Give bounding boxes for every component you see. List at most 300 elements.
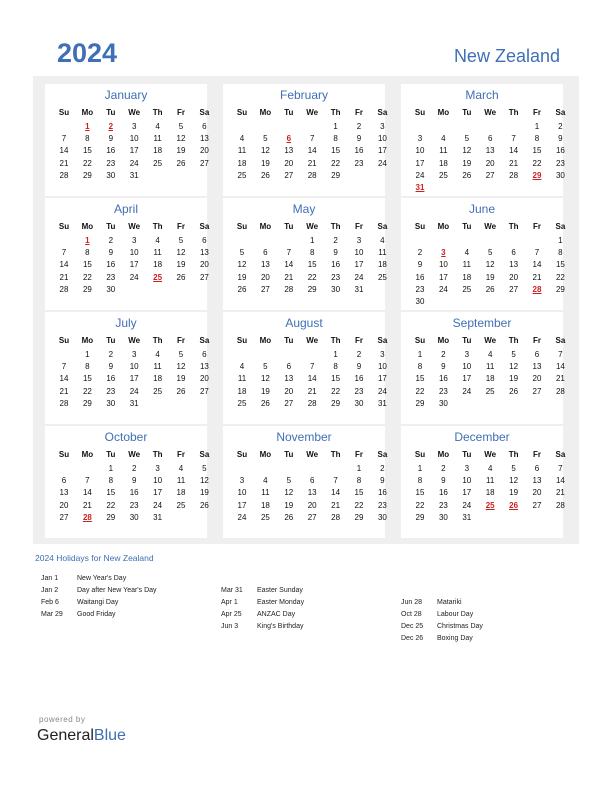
day-cell: 25 bbox=[153, 158, 163, 168]
day-cell: 25 bbox=[438, 170, 448, 180]
day-cell: 19 bbox=[237, 272, 247, 282]
holiday-name: Waitangi Day bbox=[77, 599, 119, 606]
day-cell: 10 bbox=[153, 476, 163, 486]
day-cell: 11 bbox=[439, 146, 448, 156]
day-cell: 16 bbox=[377, 488, 387, 498]
day-cell: 17 bbox=[415, 158, 425, 168]
day-cell: 16 bbox=[438, 488, 448, 498]
weekday-header: We bbox=[306, 222, 319, 231]
day-cell: 28 bbox=[59, 284, 69, 294]
day-cell: 23 bbox=[106, 386, 116, 396]
day-cell: 20 bbox=[260, 272, 270, 282]
day-cell: 9 bbox=[441, 476, 446, 486]
weekday-header: Tu bbox=[284, 108, 294, 117]
day-cell: 16 bbox=[106, 260, 116, 270]
weekday-header: Sa bbox=[377, 222, 388, 231]
holiday-day-cell: 28 bbox=[532, 284, 542, 294]
country-title: New Zealand bbox=[453, 46, 560, 66]
weekday-header: We bbox=[484, 450, 497, 459]
day-cell: 22 bbox=[82, 158, 92, 168]
day-cell: 23 bbox=[377, 500, 387, 510]
day-cell: 9 bbox=[131, 476, 137, 486]
holiday-day-cell: 6 bbox=[286, 134, 292, 144]
day-cell: 5 bbox=[202, 464, 207, 473]
day-cell: 28 bbox=[331, 512, 341, 522]
day-cell: 24 bbox=[462, 386, 472, 396]
day-cell: 10 bbox=[354, 248, 364, 258]
weekday-header: Fr bbox=[533, 336, 541, 345]
day-cell: 20 bbox=[199, 374, 209, 384]
day-cell: 9 bbox=[356, 362, 362, 372]
day-cell: 18 bbox=[438, 158, 448, 168]
day-cell: 3 bbox=[239, 476, 245, 486]
day-cell: 23 bbox=[438, 500, 448, 510]
day-cell: 4 bbox=[155, 236, 160, 245]
day-cell: 4 bbox=[239, 134, 245, 144]
holiday-name: ANZAC Day bbox=[257, 611, 296, 618]
holiday-name: Good Friday bbox=[77, 611, 116, 618]
day-cell: 30 bbox=[106, 170, 116, 180]
day-cell: 12 bbox=[509, 476, 519, 486]
day-cell: 13 bbox=[59, 488, 69, 498]
day-cell: 22 bbox=[354, 500, 364, 510]
day-cell: 14 bbox=[555, 476, 565, 486]
day-cell: 13 bbox=[284, 146, 294, 156]
weekday-header: Th bbox=[152, 336, 163, 345]
month-name: June bbox=[468, 202, 496, 216]
weekday-header: Th bbox=[152, 108, 163, 117]
day-cell: 2 bbox=[356, 122, 362, 131]
day-cell: 30 bbox=[438, 512, 448, 522]
weekday-header: We bbox=[306, 108, 319, 117]
day-cell: 14 bbox=[59, 260, 69, 270]
day-cell: 7 bbox=[534, 248, 540, 258]
weekday-header: Mo bbox=[437, 450, 450, 459]
day-cell: 15 bbox=[82, 146, 92, 156]
weekday-header: Th bbox=[152, 222, 163, 231]
weekday-header: Sa bbox=[377, 336, 388, 345]
day-cell: 27 bbox=[199, 272, 209, 282]
weekday-header: Tu bbox=[106, 222, 116, 231]
day-cell: 1 bbox=[333, 350, 338, 359]
day-cell: 4 bbox=[178, 464, 184, 473]
day-cell: 12 bbox=[284, 488, 294, 498]
month-name: December bbox=[454, 430, 510, 444]
month-9 bbox=[45, 426, 210, 538]
day-cell: 27 bbox=[199, 158, 209, 168]
day-cell: 26 bbox=[509, 386, 519, 396]
weekday-header: Su bbox=[236, 450, 248, 459]
weekday-header: Su bbox=[58, 108, 70, 117]
month-3 bbox=[45, 198, 210, 310]
day-cell: 14 bbox=[284, 260, 294, 270]
weekday-header: Su bbox=[414, 108, 426, 117]
day-cell: 13 bbox=[260, 260, 270, 270]
month-name: August bbox=[285, 316, 323, 330]
month-1 bbox=[223, 84, 388, 196]
weekday-header: We bbox=[484, 108, 497, 117]
day-cell: 27 bbox=[260, 284, 270, 294]
day-cell: 6 bbox=[487, 134, 493, 144]
day-cell: 25 bbox=[237, 398, 247, 408]
holiday-name: New Year's Day bbox=[77, 575, 127, 582]
month-name: October bbox=[104, 430, 148, 444]
day-cell: 31 bbox=[153, 512, 163, 522]
day-cell: 12 bbox=[237, 260, 247, 270]
day-cell: 27 bbox=[532, 386, 542, 396]
day-cell: 24 bbox=[354, 272, 364, 282]
day-cell: 14 bbox=[307, 146, 317, 156]
day-cell: 7 bbox=[61, 248, 67, 258]
weekday-header: Tu bbox=[462, 222, 472, 231]
month-10 bbox=[223, 426, 388, 538]
weekday-header: Fr bbox=[177, 222, 185, 231]
weekday-header: Mo bbox=[437, 222, 450, 231]
day-cell: 6 bbox=[263, 248, 268, 258]
weekday-header: Sa bbox=[377, 450, 388, 459]
weekday-header: Mo bbox=[259, 222, 272, 231]
weekday-header: Tu bbox=[106, 336, 116, 345]
day-cell: 14 bbox=[59, 374, 69, 384]
day-cell: 29 bbox=[331, 170, 341, 180]
day-cell: 14 bbox=[82, 488, 92, 498]
weekday-header: Mo bbox=[81, 108, 94, 117]
day-cell: 14 bbox=[532, 260, 542, 270]
holiday-name: Easter Monday bbox=[257, 599, 305, 606]
day-cell: 10 bbox=[438, 260, 448, 270]
weekday-header: Th bbox=[508, 450, 519, 459]
weekday-header: Su bbox=[236, 336, 248, 345]
day-cell: 23 bbox=[106, 158, 116, 168]
day-cell: 30 bbox=[129, 512, 139, 522]
holiday-date: Jan 2 bbox=[41, 587, 59, 594]
weekday-header: Fr bbox=[355, 108, 363, 117]
day-cell: 19 bbox=[509, 374, 519, 384]
day-cell: 16 bbox=[438, 374, 448, 384]
day-cell: 6 bbox=[534, 464, 540, 473]
holiday-date: Jun 3 bbox=[221, 623, 239, 630]
holiday-date: Mar 29 bbox=[41, 611, 63, 618]
day-cell: 2 bbox=[108, 350, 114, 359]
day-cell: 6 bbox=[286, 362, 292, 372]
day-cell: 20 bbox=[59, 500, 69, 510]
day-cell: 15 bbox=[415, 488, 425, 498]
day-cell: 31 bbox=[354, 284, 364, 294]
day-cell: 19 bbox=[199, 488, 209, 498]
day-cell: 7 bbox=[558, 464, 563, 473]
weekday-header: Mo bbox=[259, 450, 272, 459]
holiday-date: Dec 26 bbox=[401, 635, 424, 642]
day-cell: 8 bbox=[356, 476, 362, 486]
day-cell: 27 bbox=[199, 386, 209, 396]
day-cell: 7 bbox=[85, 476, 90, 486]
weekday-header: We bbox=[484, 336, 497, 345]
day-cell: 19 bbox=[284, 500, 294, 510]
month-6 bbox=[45, 312, 210, 424]
weekday-header: Sa bbox=[199, 336, 210, 345]
day-cell: 13 bbox=[199, 362, 209, 372]
day-cell: 22 bbox=[415, 386, 425, 396]
holiday-name: Labour Day bbox=[437, 611, 474, 618]
weekday-header: Sa bbox=[377, 108, 388, 117]
day-cell: 10 bbox=[462, 476, 472, 486]
month-8 bbox=[401, 312, 566, 424]
day-cell: 9 bbox=[417, 260, 423, 270]
day-cell: 28 bbox=[284, 284, 294, 294]
day-cell: 13 bbox=[532, 362, 542, 372]
day-cell: 7 bbox=[309, 134, 315, 144]
day-cell: 18 bbox=[237, 386, 247, 396]
day-cell: 2 bbox=[558, 122, 563, 131]
day-cell: 25 bbox=[176, 500, 186, 510]
day-cell: 21 bbox=[59, 158, 69, 168]
holiday-day-cell: 1 bbox=[85, 122, 90, 131]
day-cell: 5 bbox=[178, 122, 184, 131]
day-cell: 26 bbox=[284, 512, 294, 522]
day-cell: 30 bbox=[106, 284, 116, 294]
day-cell: 19 bbox=[462, 158, 472, 168]
day-cell: 22 bbox=[532, 158, 542, 168]
day-cell: 3 bbox=[417, 134, 423, 144]
weekday-header: We bbox=[128, 108, 141, 117]
day-cell: 25 bbox=[153, 386, 163, 396]
day-cell: 15 bbox=[82, 260, 92, 270]
holiday-name: Matariki bbox=[437, 599, 462, 606]
weekday-header: Fr bbox=[177, 336, 185, 345]
day-cell: 4 bbox=[487, 350, 493, 359]
weekday-header: Mo bbox=[81, 336, 94, 345]
day-cell: 7 bbox=[558, 350, 563, 359]
weekday-header: Mo bbox=[81, 450, 94, 459]
holiday-day-cell: 29 bbox=[532, 170, 542, 180]
day-cell: 23 bbox=[331, 272, 341, 282]
day-cell: 3 bbox=[464, 350, 470, 359]
day-cell: 25 bbox=[237, 170, 247, 180]
day-cell: 5 bbox=[263, 134, 268, 144]
day-cell: 11 bbox=[486, 476, 495, 486]
day-cell: 15 bbox=[415, 374, 425, 384]
day-cell: 18 bbox=[153, 146, 163, 156]
day-cell: 6 bbox=[202, 122, 207, 131]
holiday-name: Christmas Day bbox=[437, 623, 483, 630]
day-cell: 23 bbox=[129, 500, 139, 510]
holiday-date: Mar 31 bbox=[221, 587, 243, 594]
day-cell: 10 bbox=[377, 134, 387, 144]
generalblue-logo bbox=[37, 727, 126, 745]
day-cell: 18 bbox=[485, 488, 495, 498]
day-cell: 2 bbox=[417, 248, 423, 258]
day-cell: 23 bbox=[415, 284, 425, 294]
holiday-day-cell: 3 bbox=[441, 248, 446, 258]
day-cell: 3 bbox=[131, 236, 137, 245]
day-cell: 18 bbox=[153, 374, 163, 384]
day-cell: 5 bbox=[511, 350, 516, 359]
day-cell: 13 bbox=[199, 134, 209, 144]
day-cell: 4 bbox=[464, 248, 470, 258]
day-cell: 8 bbox=[534, 134, 540, 144]
day-cell: 15 bbox=[331, 374, 341, 384]
day-cell: 1 bbox=[108, 464, 114, 473]
holiday-name: Easter Sunday bbox=[257, 587, 303, 594]
day-cell: 13 bbox=[307, 488, 317, 498]
day-cell: 5 bbox=[286, 476, 292, 486]
day-cell: 9 bbox=[108, 134, 114, 144]
day-cell: 22 bbox=[555, 272, 565, 282]
day-cell: 17 bbox=[462, 374, 472, 384]
day-cell: 8 bbox=[417, 476, 423, 486]
weekday-header: Tu bbox=[106, 108, 116, 117]
day-cell: 8 bbox=[108, 476, 114, 486]
day-cell: 7 bbox=[511, 134, 516, 144]
holiday-date: Jun 28 bbox=[401, 599, 423, 606]
day-cell: 25 bbox=[260, 512, 270, 522]
day-cell: 8 bbox=[85, 362, 90, 372]
day-cell: 9 bbox=[558, 134, 563, 144]
day-cell: 19 bbox=[260, 158, 270, 168]
day-cell: 24 bbox=[377, 158, 387, 168]
holiday-name: King's Birthday bbox=[257, 623, 304, 630]
day-cell: 7 bbox=[286, 248, 292, 258]
holiday-name: Day after New Year's Day bbox=[77, 587, 157, 594]
day-cell: 5 bbox=[178, 236, 184, 245]
day-cell: 3 bbox=[155, 464, 160, 473]
day-cell: 2 bbox=[131, 464, 137, 473]
calendar-panel bbox=[33, 76, 579, 544]
day-cell: 8 bbox=[417, 362, 423, 372]
day-cell: 17 bbox=[129, 146, 139, 156]
day-cell: 6 bbox=[202, 236, 207, 245]
day-cell: 23 bbox=[354, 158, 364, 168]
day-cell: 21 bbox=[555, 374, 565, 384]
day-cell: 8 bbox=[558, 248, 563, 258]
weekday-header: Tu bbox=[284, 336, 294, 345]
weekday-header: We bbox=[128, 450, 141, 459]
day-cell: 27 bbox=[284, 398, 294, 408]
day-cell: 10 bbox=[237, 488, 247, 498]
day-cell: 23 bbox=[438, 386, 448, 396]
day-cell: 5 bbox=[464, 134, 470, 144]
day-cell: 28 bbox=[555, 386, 565, 396]
day-cell: 16 bbox=[415, 272, 425, 282]
day-cell: 12 bbox=[485, 260, 495, 270]
day-cell: 17 bbox=[153, 488, 163, 498]
day-cell: 10 bbox=[415, 146, 425, 156]
month-0 bbox=[45, 84, 210, 196]
day-cell: 4 bbox=[155, 122, 160, 131]
day-cell: 6 bbox=[309, 476, 315, 486]
holiday-date: Oct 28 bbox=[401, 611, 422, 618]
month-name: July bbox=[115, 316, 137, 330]
weekday-header: Tu bbox=[462, 336, 472, 345]
day-cell: 1 bbox=[333, 122, 338, 131]
day-cell: 24 bbox=[415, 170, 425, 180]
day-cell: 29 bbox=[415, 512, 425, 522]
day-cell: 4 bbox=[380, 236, 385, 245]
day-cell: 27 bbox=[59, 512, 69, 522]
holiday-name: Boxing Day bbox=[437, 635, 473, 642]
weekday-header: Tu bbox=[284, 222, 294, 231]
day-cell: 11 bbox=[261, 488, 270, 498]
weekday-header: Sa bbox=[199, 108, 210, 117]
day-cell: 1 bbox=[417, 464, 423, 473]
day-cell: 18 bbox=[153, 260, 163, 270]
day-cell: 2 bbox=[380, 464, 385, 473]
day-cell: 1 bbox=[534, 122, 540, 131]
day-cell: 24 bbox=[129, 158, 139, 168]
day-cell: 10 bbox=[129, 134, 139, 144]
day-cell: 11 bbox=[153, 362, 162, 372]
day-cell: 26 bbox=[199, 500, 209, 510]
day-cell: 6 bbox=[511, 248, 516, 258]
day-cell: 24 bbox=[129, 272, 139, 282]
weekday-header: Th bbox=[508, 108, 519, 117]
weekday-header: Sa bbox=[555, 336, 566, 345]
day-cell: 30 bbox=[331, 284, 341, 294]
day-cell: 15 bbox=[331, 146, 341, 156]
day-cell: 3 bbox=[356, 236, 362, 245]
day-cell: 28 bbox=[307, 170, 317, 180]
day-cell: 5 bbox=[178, 350, 184, 359]
day-cell: 17 bbox=[129, 374, 139, 384]
day-cell: 18 bbox=[237, 158, 247, 168]
day-cell: 9 bbox=[108, 248, 114, 258]
day-cell: 27 bbox=[485, 170, 495, 180]
day-cell: 3 bbox=[131, 350, 137, 359]
month-2 bbox=[401, 84, 566, 196]
weekday-header: Tu bbox=[462, 450, 472, 459]
day-cell: 4 bbox=[155, 350, 160, 359]
day-cell: 22 bbox=[307, 272, 317, 282]
day-cell: 30 bbox=[106, 398, 116, 408]
logo-general: General bbox=[37, 727, 94, 744]
day-cell: 12 bbox=[509, 362, 519, 372]
day-cell: 17 bbox=[462, 488, 472, 498]
day-cell: 27 bbox=[284, 170, 294, 180]
day-cell: 26 bbox=[260, 170, 270, 180]
day-cell: 12 bbox=[260, 146, 270, 156]
day-cell: 29 bbox=[555, 284, 565, 294]
weekday-header: Th bbox=[152, 450, 163, 459]
day-cell: 1 bbox=[309, 236, 315, 245]
day-cell: 15 bbox=[82, 374, 92, 384]
weekday-header: Mo bbox=[259, 108, 272, 117]
day-cell: 28 bbox=[59, 398, 69, 408]
month-name: March bbox=[465, 88, 499, 102]
weekday-header: Su bbox=[414, 222, 426, 231]
weekday-header: Sa bbox=[199, 450, 210, 459]
day-cell: 4 bbox=[239, 362, 245, 372]
day-cell: 11 bbox=[378, 248, 387, 258]
weekday-header: Fr bbox=[177, 108, 185, 117]
day-cell: 20 bbox=[284, 386, 294, 396]
day-cell: 29 bbox=[82, 284, 92, 294]
month-name: November bbox=[276, 430, 332, 444]
month-name: September bbox=[452, 316, 512, 330]
day-cell: 29 bbox=[331, 398, 341, 408]
day-cell: 11 bbox=[462, 260, 471, 270]
day-cell: 29 bbox=[82, 398, 92, 408]
weekday-header: Sa bbox=[555, 222, 566, 231]
day-cell: 21 bbox=[331, 500, 341, 510]
day-cell: 3 bbox=[464, 464, 470, 473]
day-cell: 29 bbox=[307, 284, 317, 294]
holiday-day-cell: 25 bbox=[485, 500, 495, 510]
day-cell: 21 bbox=[59, 386, 69, 396]
day-cell: 18 bbox=[485, 374, 495, 384]
day-cell: 17 bbox=[129, 260, 139, 270]
day-cell: 19 bbox=[176, 146, 186, 156]
day-cell: 8 bbox=[85, 134, 90, 144]
